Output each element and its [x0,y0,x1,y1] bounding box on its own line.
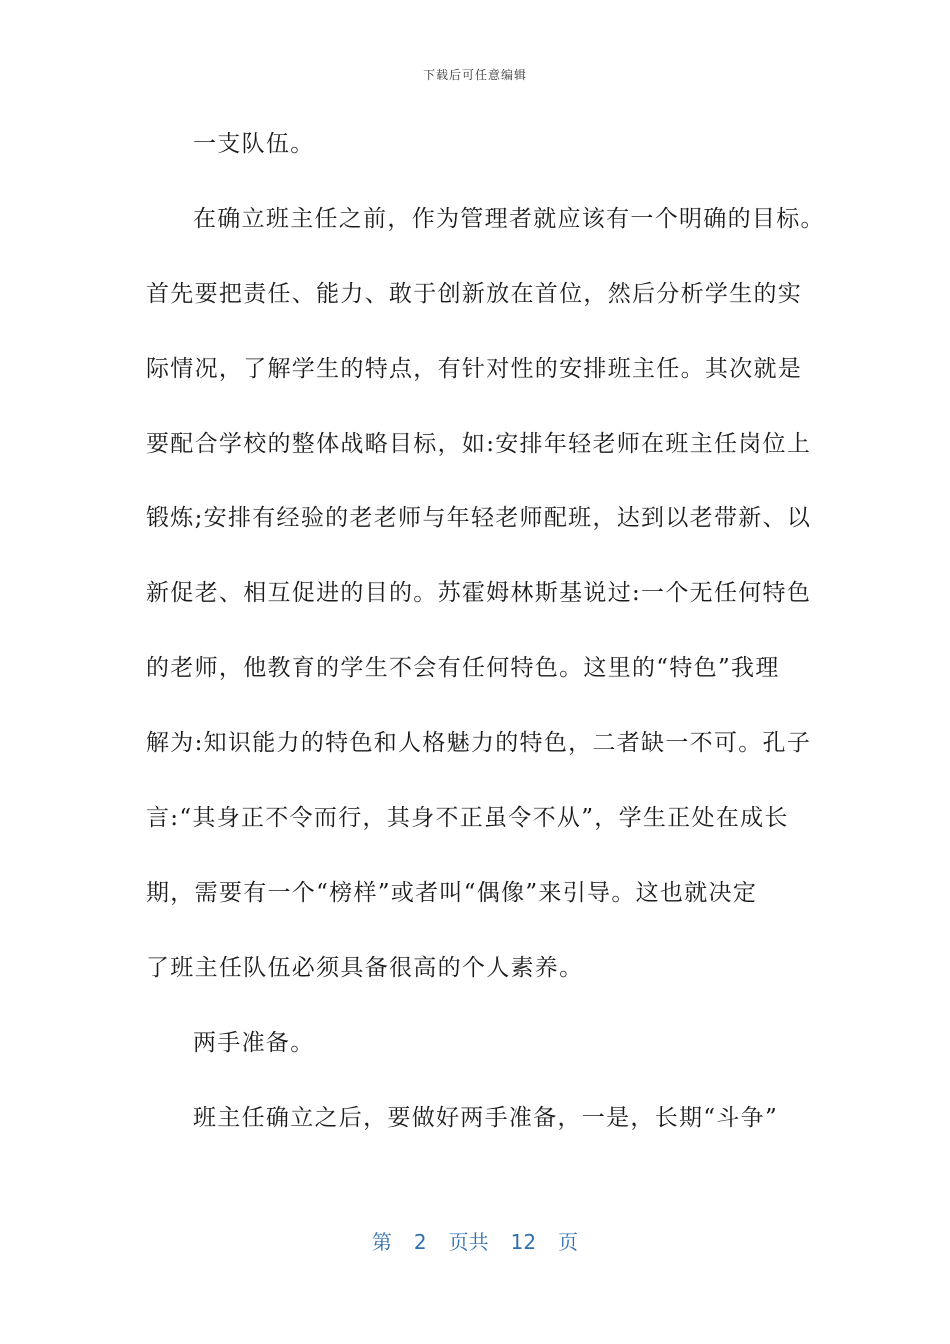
paragraph-line: 要配合学校的整体战略目标，如:安排年轻老师在班主任岗位上 [146,430,812,457]
paragraph-line: 在确立班主任之前，作为管理者就应该有一个明确的目标。 [193,205,825,232]
page-number-footer [0,1226,950,1255]
paragraph-line: 的老师，他教育的学生不会有任何特色。这里的“特色”我理 [146,655,780,682]
paragraph-line: 解为:知识能力的特色和人格魅力的特色，二者缺一不可。孔子 [146,730,812,757]
paragraph-line: 锻炼;安排有经验的老老师与年轻老师配班，达到以老带新、以 [146,505,812,532]
page-prefix: 第 [371,1230,392,1254]
paragraph-line: 班主任确立之后，要做好两手准备，一是，长期“斗争” [193,1104,779,1131]
paragraph-line: 首先要把责任、能力、敢于创新放在首位，然后分析学生的实 [146,280,803,307]
page-suffix: 页 [558,1230,579,1254]
paragraph-line: 两手准备。 [193,1029,315,1056]
page-header-note: 下载后可任意编辑 [422,68,527,82]
total-page-count: 12 [510,1230,537,1254]
page-middle-text: 页共 [448,1230,489,1254]
document-body [146,124,825,1172]
paragraph-line: 期，需要有一个“榜样”或者叫“偶像”来引导。这也就决定 [146,879,758,906]
paragraph-line: 新促老、相互促进的目的。苏霍姆林斯基说过:一个无任何特色 [146,580,812,607]
current-page-number: 2 [413,1230,427,1254]
paragraph-line: 言:“其身正不令而行，其身不正虽令不从”，学生正处在成长 [146,805,789,832]
paragraph-line: 一支队伍。 [193,131,315,157]
paragraph-line: 了班主任队伍必须具备很高的个人素养。 [146,954,584,981]
paragraph-line: 际情况，了解学生的特点，有针对性的安排班主任。其次就是 [146,355,803,382]
